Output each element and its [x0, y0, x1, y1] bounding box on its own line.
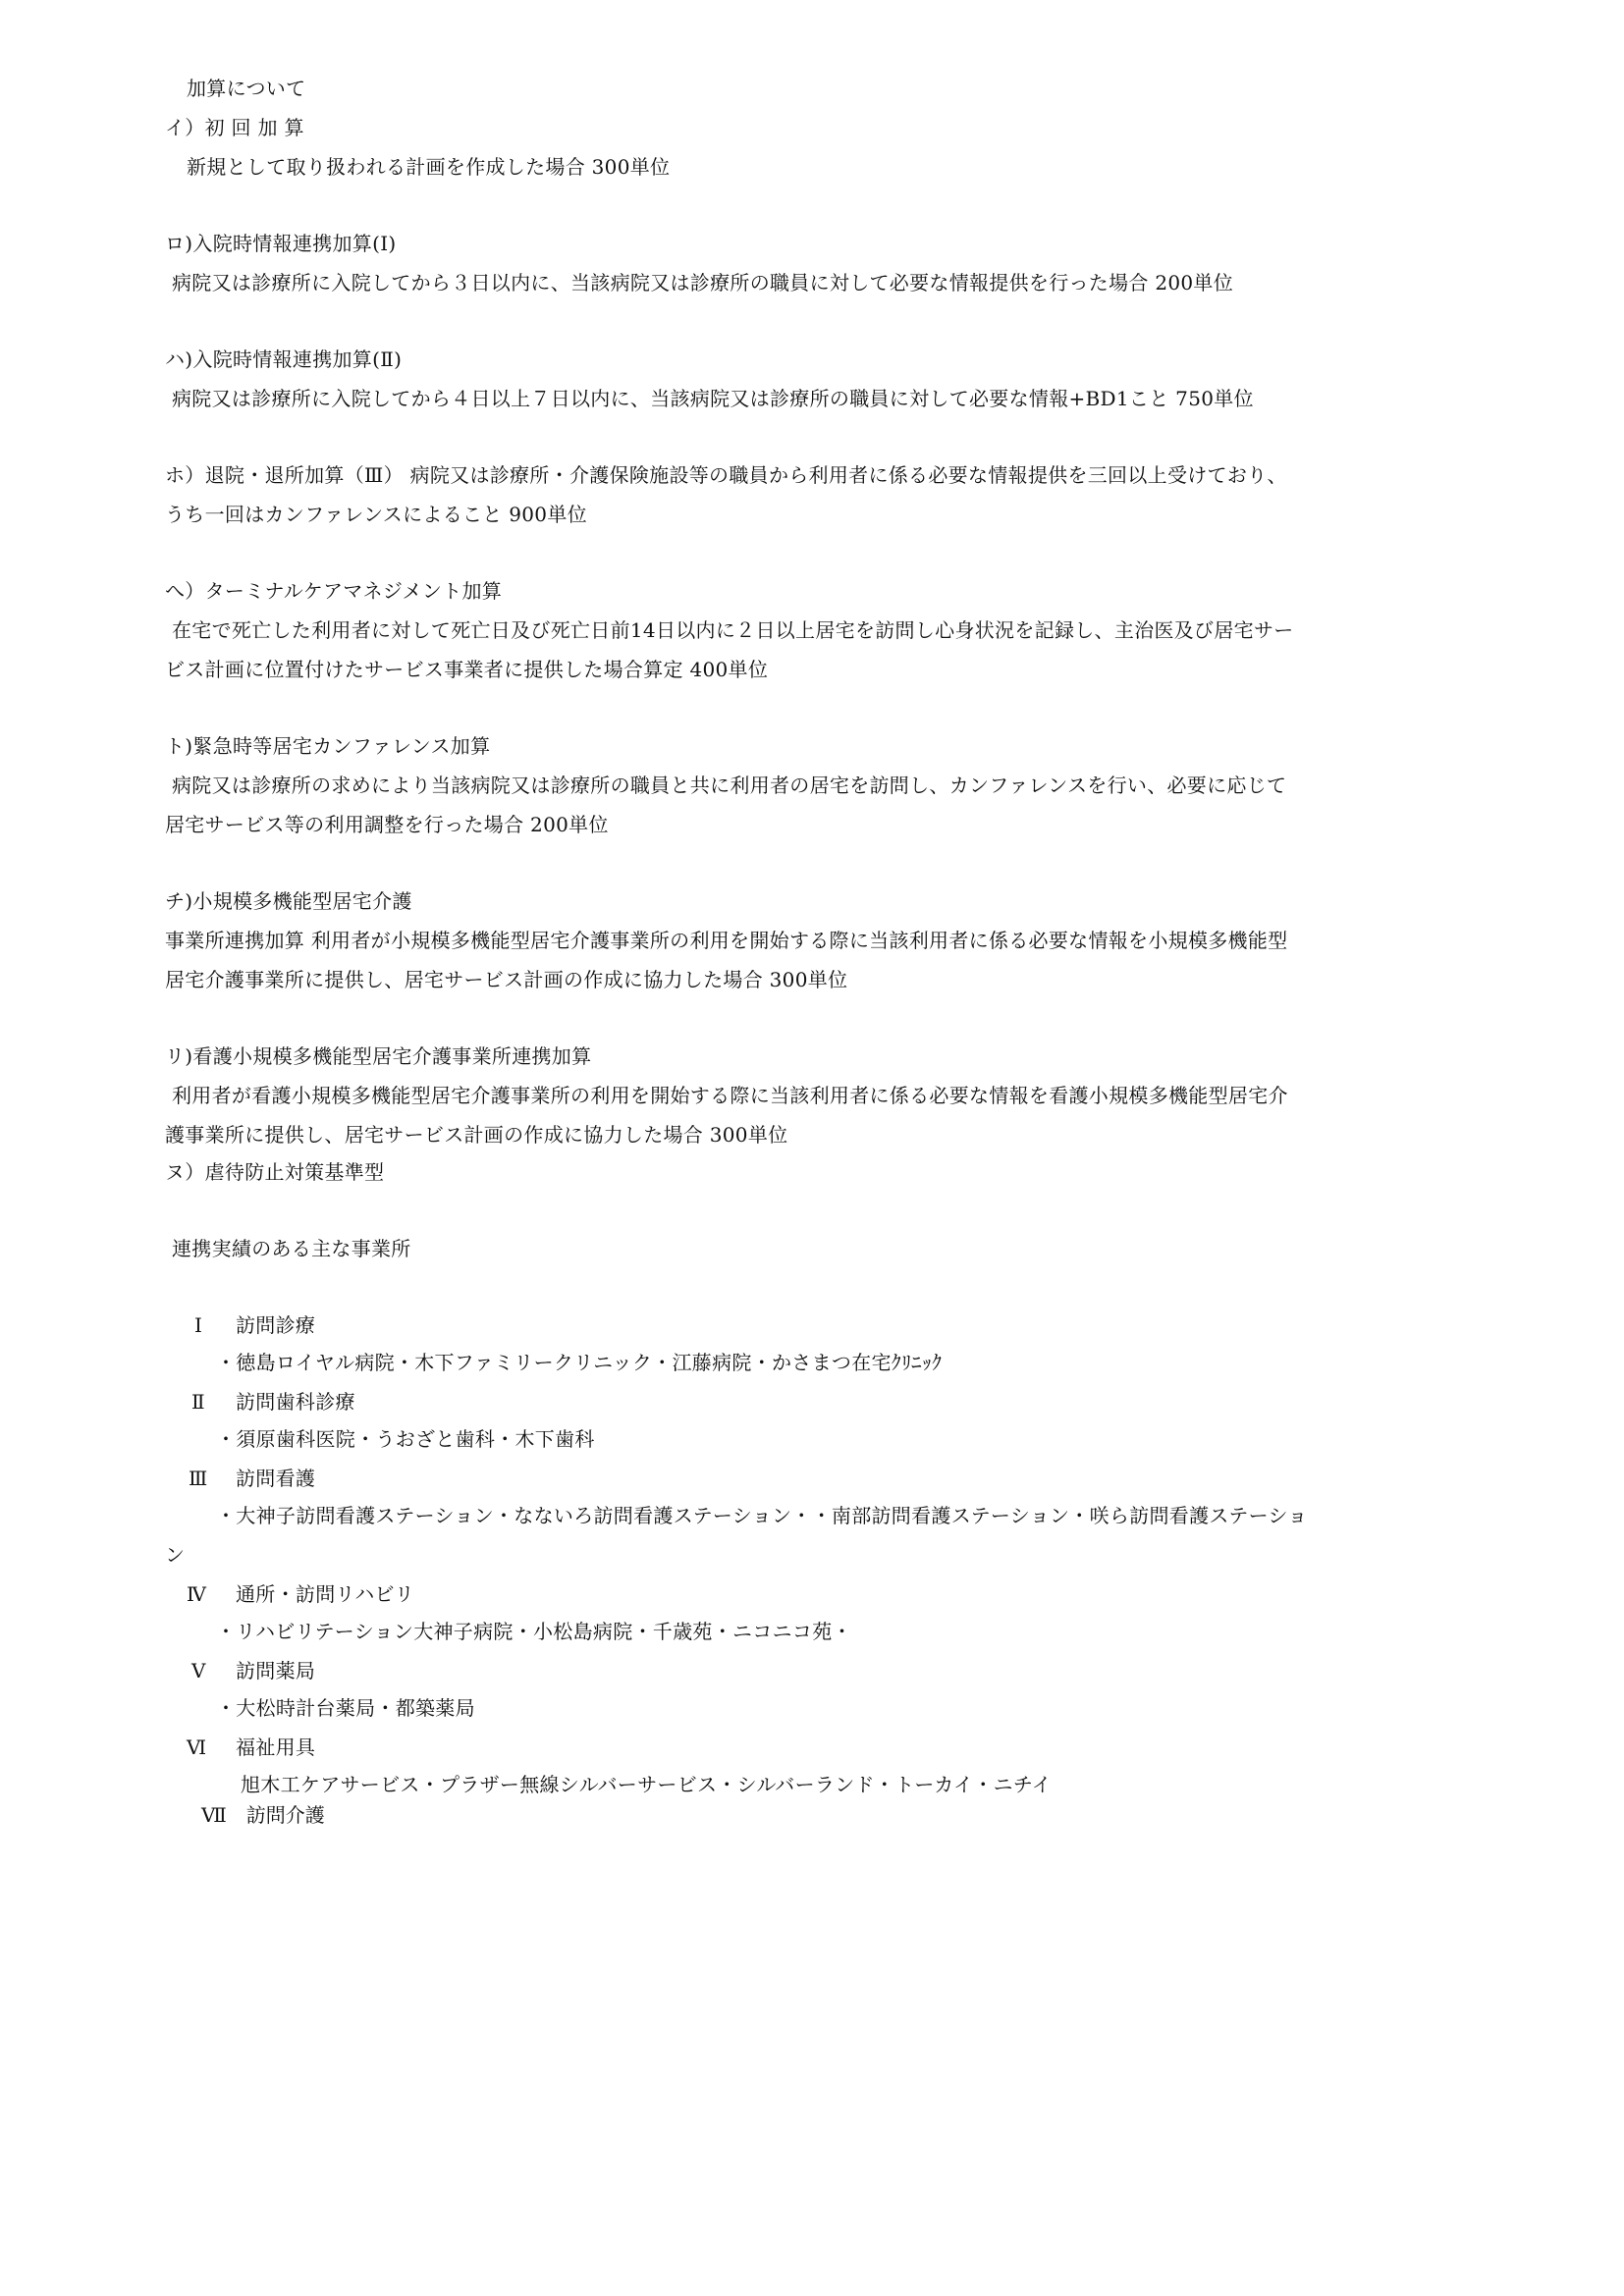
item-body: 病院又は診療所に入院してから４日以上７日以内に、当該病院又は診療所の職員に対して必要な情報+BD1こと 750単位 — [172, 387, 1254, 410]
item-body: ビス計画に位置付けたサービス事業者に提供した場合算定 400単位 — [165, 658, 769, 681]
item-body: 利用者が看護小規模多機能型居宅介護事業所の利用を開始する際に当該利用者に係る必要な情報を看護小規模多機能型居宅介 — [172, 1084, 1288, 1107]
category-label: 福祉用具 — [236, 1735, 316, 1759]
category-entry: ン — [165, 1543, 186, 1567]
category-label: 訪問診療 — [236, 1313, 316, 1337]
category-numeral: Ⅵ — [187, 1735, 207, 1759]
category-numeral: Ⅳ — [187, 1582, 207, 1606]
category-entry: ・リハビリテーション大神子病院・小松島病院・千歳苑・ニコニコ苑・ — [216, 1620, 852, 1643]
item-body: うち一回はカンファレンスによること 900単位 — [165, 503, 587, 526]
item-body: 護事業所に提供し、居宅サービス計画の作成に協力した場合 300単位 — [165, 1123, 788, 1147]
item-title-gyakutai: ヌ）虐待防止対策基準型 — [165, 1160, 385, 1184]
category-label: 訪問薬局 — [236, 1659, 316, 1682]
category-numeral: Ⅲ — [189, 1467, 208, 1490]
item-body: 事業所連携加算 利用者が小規模多機能型居宅介護事業所の利用を開始する際に当該利用者に係る必要な情報を小規模多機能型 — [165, 929, 1288, 952]
item-body: 居宅サービス等の利用調整を行った場合 200単位 — [165, 813, 609, 836]
category-entry: ・大神子訪問看護ステーション・なないろ訪問看護ステーション・・南部訪問看護ステーション・咲ら訪問看護ステーショ — [216, 1504, 1308, 1527]
category-entry: ・大松時計台薬局・都築薬局 — [216, 1696, 475, 1720]
clipped-text: Ⅶ 訪問介護 — [201, 1803, 325, 1827]
category-entry: ・徳島ロイヤル病院・木下ファミリークリニック・江藤病院・かさまつ在宅ｸﾘﾆｯｸ — [216, 1351, 943, 1374]
category-label: 訪問歯科診療 — [236, 1390, 355, 1414]
item-body: 新規として取り扱われる計画を作成した場合 300単位 — [187, 155, 671, 179]
clipped-text-line — [201, 1803, 398, 1827]
item-title-shokibo: チ)小規模多機能型居宅介護 — [165, 889, 412, 913]
category-label: 通所・訪問リハビリ — [236, 1582, 415, 1606]
category-label: 訪問看護 — [236, 1467, 316, 1490]
item-body: 病院又は診療所に入院してから３日以内に、当該病院又は診療所の職員に対して必要な情報提供を行った場合 200単位 — [172, 271, 1234, 294]
item-body: 在宅で死亡した利用者に対して死亡日及び死亡日前14日以内に２日以上居宅を訪問し心身状況を記録し、主治医及び居宅サー — [172, 618, 1294, 642]
category-numeral: Ⅰ — [194, 1313, 203, 1337]
item-title-kinkyu: ト)緊急時等居宅カンファレンス加算 — [165, 734, 491, 758]
document-heading: 加算について — [187, 77, 306, 100]
item-title-shokai: イ）初 回 加 算 — [165, 116, 304, 139]
item-title-kango-shokibo: リ)看護小規模多機能型居宅介護事業所連携加算 — [165, 1044, 592, 1068]
category-numeral: Ⅱ — [191, 1390, 205, 1414]
category-entry: 旭木工ケアサービス・プラザー無線シルバーサービス・シルバーランド・トーカイ・ニチイ — [241, 1773, 1053, 1796]
category-numeral: Ⅴ — [191, 1659, 206, 1682]
item-title-nyuin-2: ハ)入院時情報連携加算(Ⅱ) — [165, 347, 403, 371]
category-entry: ・須原歯科医院・うおざと歯科・木下歯科 — [216, 1427, 595, 1451]
item-title-terminal: へ）ターミナルケアマネジメント加算 — [165, 579, 503, 603]
item-title-taiin: ホ）退院・退所加算（Ⅲ） 病院又は診療所・介護保険施設等の職員から利用者に係る必要な情報提供を三回以上受けており、 — [165, 463, 1287, 487]
item-body: 居宅介護事業所に提供し、居宅サービス計画の作成に協力した場合 300単位 — [165, 968, 848, 991]
item-body: 病院又は診療所の求めにより当該病院又は診療所の職員と共に利用者の居宅を訪問し、カンファレンスを行い、必要に応じて — [172, 774, 1287, 797]
item-title-nyuin-1: ロ)入院時情報連携加算(Ⅰ) — [165, 232, 397, 255]
partners-heading: 連携実績のある主な事業所 — [172, 1237, 411, 1260]
